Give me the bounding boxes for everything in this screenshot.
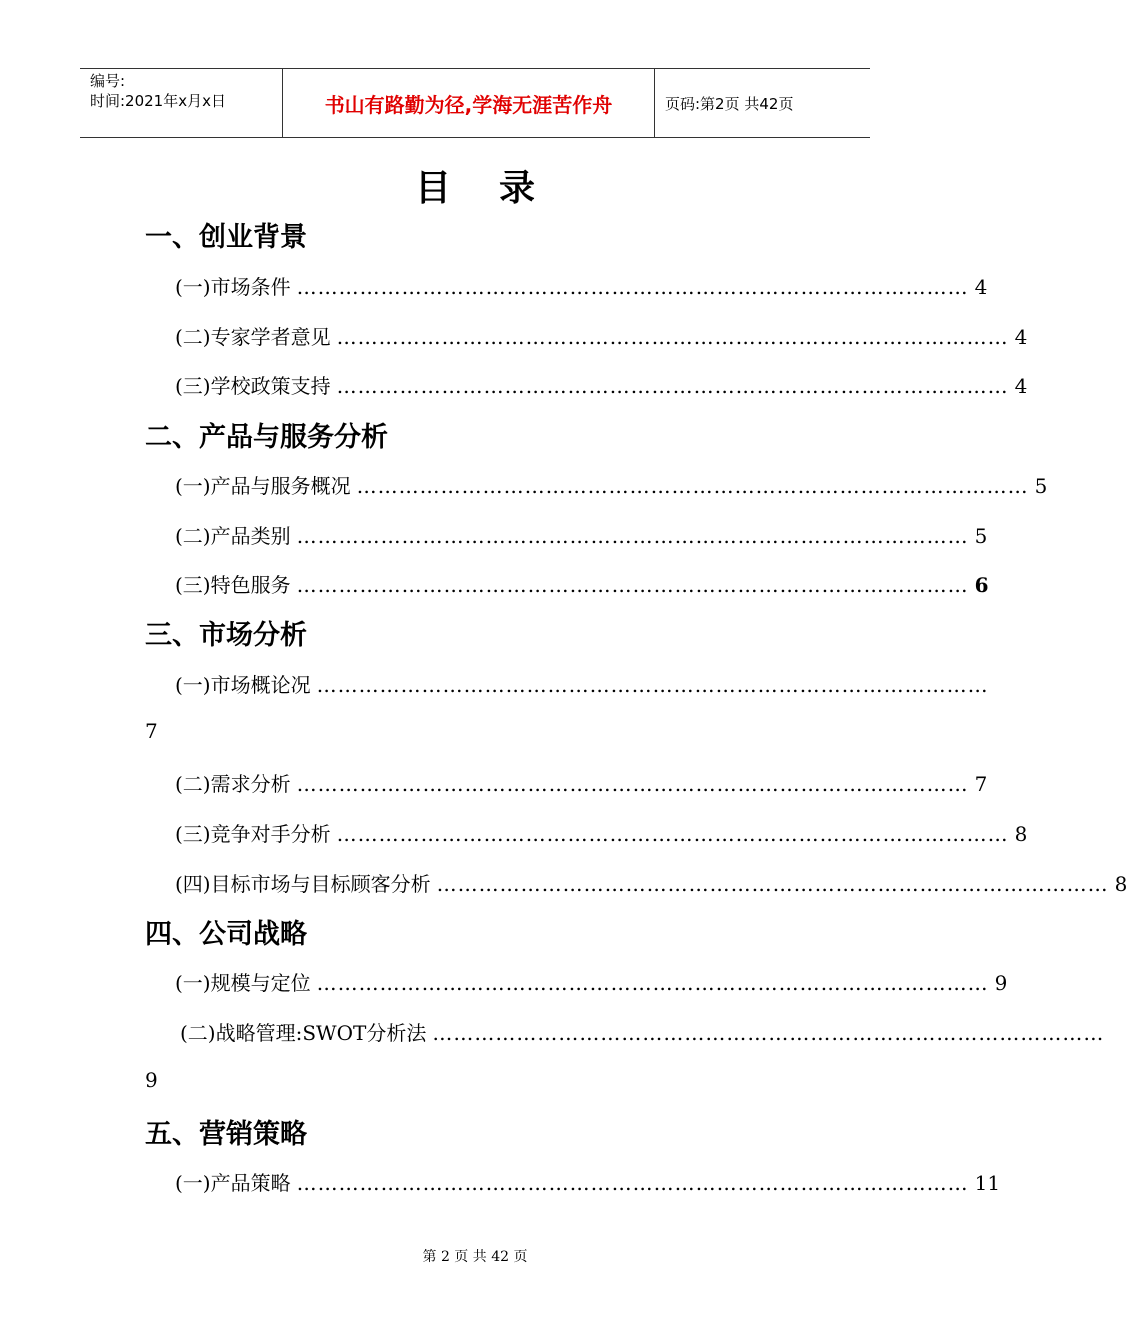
dot-leader: ……………………………………………………………………………………	[356, 474, 1029, 498]
toc-entry-label: (三)学校政策支持	[175, 374, 331, 398]
toc-entry-page: 8	[1114, 872, 1127, 896]
toc-entry-page: 9	[145, 1068, 158, 1092]
toc-entry[interactable]	[180, 1017, 1105, 1046]
toc-entry-label: (四)目标市场与目标顾客分析	[175, 872, 431, 896]
dot-leader: ……………………………………………………………………………………	[436, 872, 1109, 896]
toc-entry-label: (三)竞争对手分析	[175, 822, 331, 846]
toc-entry[interactable]	[175, 967, 1008, 996]
toc-entry-page: 6	[974, 573, 989, 597]
toc-section: 五、营销策略	[145, 1119, 307, 1150]
header-left-cell	[80, 69, 282, 137]
toc-entry-page: 4	[1014, 374, 1028, 398]
toc-section: 三、市场分析	[145, 620, 307, 651]
toc-entry-page: 4	[974, 275, 988, 299]
toc-entry[interactable]	[175, 818, 1028, 847]
toc-entry-page: 7	[974, 772, 988, 796]
dot-leader: ……………………………………………………………………………………	[432, 1021, 1105, 1045]
page-header	[80, 68, 870, 138]
toc-entry[interactable]	[175, 271, 988, 300]
dot-leader: ……………………………………………………………………………………	[336, 325, 1009, 349]
toc-entry[interactable]	[175, 370, 1028, 399]
toc-entry-label: (一)规模与定位	[175, 971, 311, 995]
dot-leader: ……………………………………………………………………………………	[316, 971, 989, 995]
dot-leader: ……………………………………………………………………………………	[296, 275, 969, 299]
toc-entry[interactable]	[175, 768, 988, 797]
dot-leader: ……………………………………………………………………………………	[296, 524, 969, 548]
toc-entry-label: (三)特色服务	[175, 573, 291, 597]
toc-entry-page: 4	[1014, 325, 1028, 349]
toc-entry-label: (二)产品类别	[175, 524, 291, 548]
toc-entry[interactable]	[175, 569, 989, 598]
page-info: 页码:第2页 共42页	[665, 94, 794, 113]
dot-leader: ……………………………………………………………………………………	[296, 1171, 969, 1195]
toc-entry-label: (一)产品与服务概况	[175, 474, 351, 498]
motto: 书山有路勤为径,学海无涯苦作舟	[282, 69, 655, 137]
toc-entry-page: 9	[994, 971, 1008, 995]
toc-entry[interactable]	[175, 321, 1028, 350]
toc-section: 一、创业背景	[145, 222, 307, 253]
time-label: 时间:2021年x月x日	[90, 92, 226, 110]
toc-entry[interactable]	[175, 1167, 1001, 1196]
toc-entry[interactable]	[175, 669, 989, 698]
toc-entry-page: 11	[974, 1171, 1001, 1195]
page-footer: 第 2 页 共 42 页	[422, 1249, 528, 1265]
toc-section: 二、产品与服务分析	[145, 422, 388, 453]
toc-entry-label: (一)产品策略	[175, 1171, 291, 1195]
dot-leader: ……………………………………………………………………………………	[296, 772, 969, 796]
toc-entry-label: (二)专家学者意见	[175, 325, 331, 349]
number-label: 编号:	[90, 72, 126, 90]
toc-entry-label: (一)市场条件	[175, 275, 291, 299]
dot-leader: ……………………………………………………………………………………	[336, 374, 1009, 398]
toc-entry[interactable]	[175, 470, 1048, 499]
dot-leader: ……………………………………………………………………………………	[316, 673, 989, 697]
toc-entry-label: (二)战略管理:SWOT分析法	[180, 1021, 427, 1045]
toc-section: 四、公司战略	[145, 919, 307, 950]
toc-entry[interactable]	[175, 520, 988, 549]
toc-title: 目录	[414, 167, 583, 209]
dot-leader: ……………………………………………………………………………………	[336, 822, 1009, 846]
dot-leader: ……………………………………………………………………………………	[296, 573, 969, 597]
toc-entry-page: 7	[145, 719, 158, 743]
toc-entry-label: (二)需求分析	[175, 772, 291, 796]
toc-entry-page: 8	[1014, 822, 1028, 846]
toc-entry-page: 5	[1034, 474, 1048, 498]
toc-entry[interactable]	[175, 868, 1127, 897]
toc-entry-label: (一)市场概论况	[175, 673, 311, 697]
toc-entry-page: 5	[974, 524, 988, 548]
